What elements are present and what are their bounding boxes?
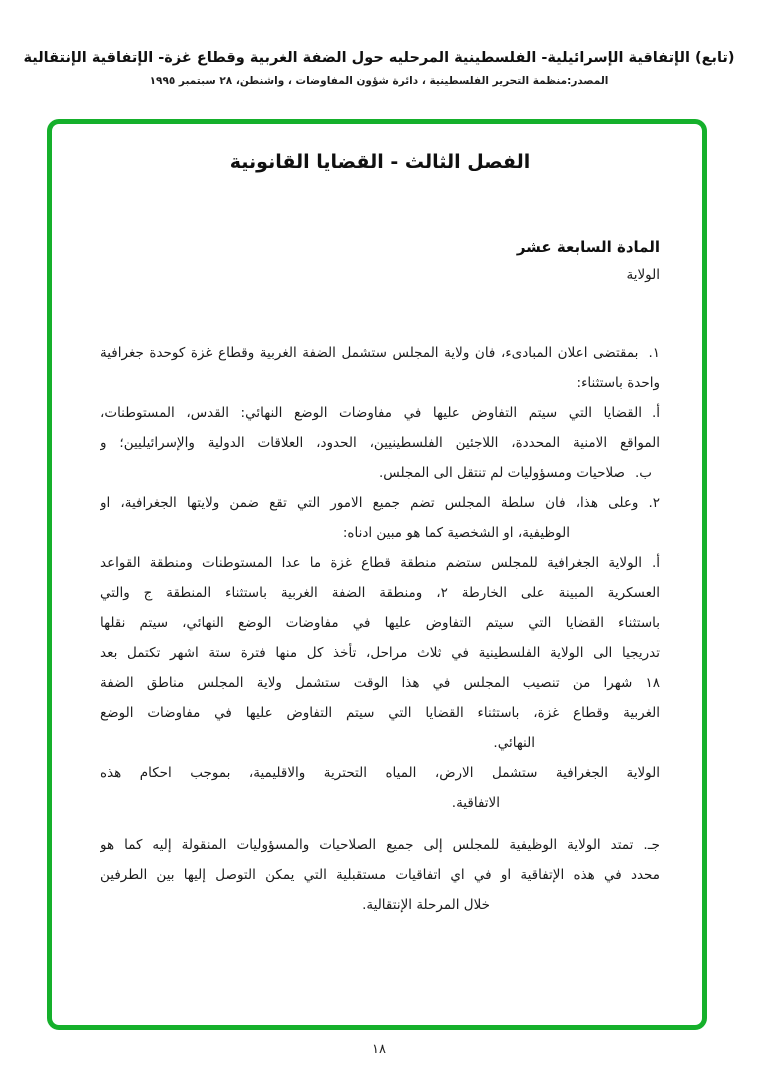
body-line [100, 513, 660, 543]
body-line [100, 855, 660, 885]
header-source-line: المصدر:منظمة التحرير الفلسطينية ، دائرة شؤون المفاوضات ، واشنطن، ٢٨ سبتمبر ١٩٩٥ [149, 75, 609, 87]
body-line-text: صلاحيات ومسؤوليات لم تنتقل الى المجلس. [378, 465, 625, 481]
body-line-text: القضايا التي سيتم التفاوض عليها في مفاوضات الوضع النهائي: القدس، المستوطنات، [100, 405, 642, 421]
page-number: ١٨ [372, 1042, 386, 1057]
body-line [100, 783, 660, 813]
list-marker: ٢. [648, 495, 660, 511]
body-line-text: الولاية الجغرافية للمجلس ستضم منطقة قطاع غزة ما عدا المستوطنات ومنطقة القواعد [100, 555, 642, 571]
body-line-text: الوظيفية، او الشخصية كما هو مبين ادناه: [342, 525, 570, 541]
chapter-title: الفصل الثالث - القضايا القانونية [229, 151, 531, 173]
body-line [100, 663, 660, 693]
article-body [100, 333, 660, 915]
list-marker: أ. [651, 555, 660, 571]
list-marker: أ. [651, 405, 660, 421]
body-line-text: العسكرية المبينة على الخارطة ٢، ومنطقة الضفة الغربية باستثناء المنطقة ج والتي [100, 585, 660, 601]
body-line [100, 393, 660, 423]
header-title: (تابع) الإتفاقية الإسرائيلية- الفلسطينية المرحليه حول الضفة الغربية وقطاع غزة- الإتفاقية الإنتقالية [23, 50, 735, 66]
body-line [100, 723, 660, 753]
body-line [100, 693, 660, 723]
body-line [100, 543, 660, 573]
body-line-text: باستثناء القضايا التي سيتم التفاوض عليها في مفاوضات الوضع النهائي، سيتم نقلها [100, 615, 660, 631]
body-line [100, 483, 660, 513]
body-line-text: وعلى هذا، فان سلطة المجلس تضم جميع الامور التي تقع ضمن ولايتها الجغرافية، او [100, 495, 639, 511]
body-line [100, 363, 660, 393]
article-subtitle: الولاية [626, 267, 660, 283]
body-line-text: خلال المرحلة الإنتقالية. [362, 897, 490, 913]
body-line-text: ١٨ شهرا من تنصيب المجلس في هذا الوقت ستشمل ولاية المجلس مناطق الضفة [100, 675, 660, 691]
body-line [100, 333, 660, 363]
body-line-text: النهائي. [493, 735, 535, 751]
body-line-text: المواقع الامنية المحددة، اللاجئين الفلسطينيين، الحدود، العلاقات الدولية والإسرائيليين؛ و [100, 435, 660, 451]
article-title: المادة السابعة عشر [516, 238, 660, 256]
list-marker: ب. [634, 465, 652, 481]
article-heading [100, 233, 660, 289]
body-line [100, 573, 660, 603]
body-line [100, 885, 660, 915]
body-line-text: تدريجيا الى الولاية الفلسطينية في ثلاث مراحل، تأخذ كل منها فترة ستة اشهر تكتمل بعد [100, 645, 660, 661]
body-line-text: الاتفاقية. [451, 795, 500, 811]
body-line [100, 603, 660, 633]
body-line [100, 453, 660, 483]
green-frame [47, 119, 707, 1030]
body-line-text: محدد في هذه الإتفاقية او في اي اتفاقيات مستقبلية التي يمكن التوصل إليها بين الطرفين [100, 867, 660, 883]
body-line-text: واحدة باستثناء: [576, 375, 660, 391]
body-line-text: الغربية وقطاع غزة، باستثناء القضايا التي سيتم التفاوض عليها في مفاوضات الوضع [100, 705, 660, 721]
body-line-text: تمتد الولاية الوظيفية للمجلس إلى جميع الصلاحيات والمسؤوليات المنقولة إليه كما هو [100, 837, 634, 853]
body-line-text: بمقتضى اعلان المبادىء، فان ولاية المجلس ستشمل الضفة الغربية وقطاع غزة كوحدة جغرافية [100, 345, 639, 361]
body-line [100, 633, 660, 663]
body-line [100, 753, 660, 783]
list-marker: جـ. [643, 837, 660, 853]
document-header [0, 50, 758, 87]
body-line [100, 825, 660, 855]
body-line-text: الولاية الجغرافية ستشمل الارض، المياه التحترية والاقليمية، بموجب احكام هذه [100, 765, 660, 781]
list-marker: ١. [648, 345, 660, 361]
body-line [100, 423, 660, 453]
